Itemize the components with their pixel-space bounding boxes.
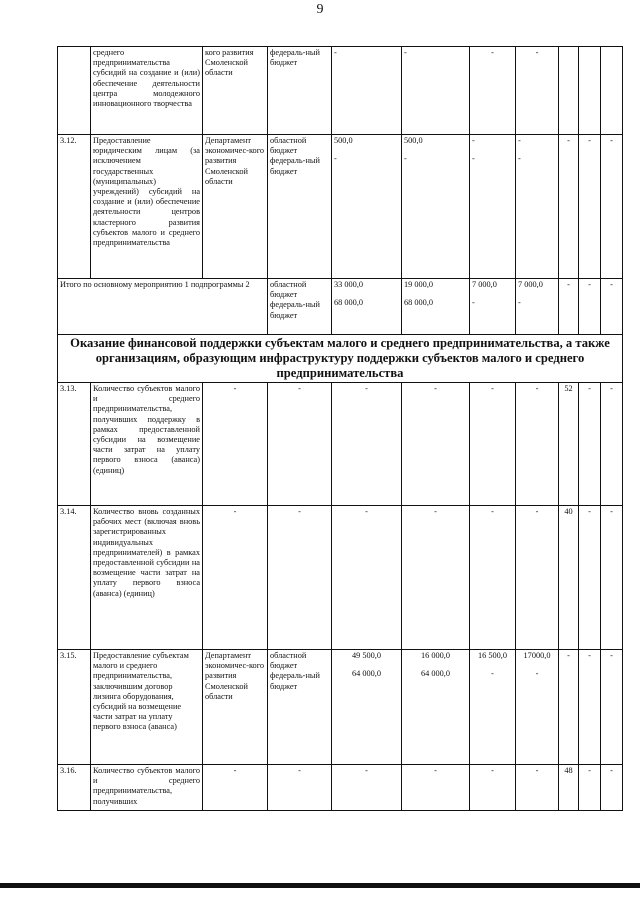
cell-result2: - (579, 506, 601, 650)
cell-result1: - (559, 135, 579, 279)
cell-total: - (332, 765, 402, 811)
cell-year3: - (516, 506, 559, 650)
cell-description: Количество субъектов малого и среднего предпринимательства, получивших поддержку в рамках предоставленной субсидии на возмещение части затрат на уплату первого взноса (аванса) (единиц) (91, 383, 203, 506)
cell-result3: - (601, 765, 623, 811)
table-row-3-16 (58, 765, 623, 811)
source-federal: федераль-ный бюджет (270, 671, 320, 691)
cell-source (268, 279, 332, 335)
cell-total: - (332, 383, 402, 506)
year3-regional: 17000,0 (523, 651, 551, 660)
cell-year3 (516, 650, 559, 765)
bottom-rule (0, 883, 640, 888)
cell-year1 (402, 135, 470, 279)
cell-year1: - (402, 47, 470, 135)
cell-source: - (268, 383, 332, 506)
cell-year3 (516, 279, 559, 335)
cell-total-label: Итого по основному мероприятию 1 подпрограммы 2 (58, 279, 268, 335)
cell-year1: - (402, 765, 470, 811)
table-row-3-13 (58, 383, 623, 506)
cell-executor: кого развития Смоленской области (203, 47, 268, 135)
table-row-total (58, 279, 623, 335)
year2-federal: - (472, 298, 475, 308)
table-row-3-12 (58, 135, 623, 279)
total-federal: 68 000,0 (334, 298, 364, 308)
cell-year2: - (470, 506, 516, 650)
table-row-3-14 (58, 506, 623, 650)
section-title: Оказание финансовой поддержки субъектам малого и среднего предпринимательства, а также организациям, образующим инфраструктуру поддержки субъектов малого и среднего предпринимательства (58, 335, 623, 383)
cell-total: - (332, 47, 402, 135)
cell-year2: - (470, 765, 516, 811)
source-regional: областной бюджет (270, 280, 307, 300)
year1-regional: 16 000,0 (420, 651, 451, 660)
cell-result1: - (559, 279, 579, 335)
source-regional: областной бюджет (270, 136, 307, 156)
total-federal: 64 000,0 (351, 669, 382, 679)
cell-year3: - (516, 47, 559, 135)
year1-regional: 19 000,0 (404, 280, 434, 289)
cell-result1 (559, 47, 579, 135)
cell-year2 (470, 650, 516, 765)
total-federal: - (334, 154, 337, 164)
year3-federal: - (535, 669, 539, 679)
cell-executor: - (203, 765, 268, 811)
total-regional: 33 000,0 (334, 280, 364, 289)
cell-result3: - (601, 383, 623, 506)
page-number: 9 (316, 2, 324, 17)
year3-regional: 7 000,0 (518, 280, 543, 289)
cell-source: - (268, 506, 332, 650)
cell-result3: - (601, 135, 623, 279)
cell-source: федераль-ный бюджет (268, 47, 332, 135)
cell-year2: - (470, 47, 516, 135)
cell-executor: Департамент экономичес-кого развития Смоленской области (203, 650, 268, 765)
cell-result1: - (559, 650, 579, 765)
cell-year2: - (470, 383, 516, 506)
cell-result3: - (601, 279, 623, 335)
cell-num (58, 47, 91, 135)
year1-regional: 500,0 (404, 136, 423, 145)
cell-source: - (268, 765, 332, 811)
cell-total (332, 135, 402, 279)
cell-result1: 48 (559, 765, 579, 811)
year2-regional: 7 000,0 (472, 280, 497, 289)
cell-num: 3.15. (58, 650, 91, 765)
cell-result2: - (579, 383, 601, 506)
cell-description: Предоставление субъектам малого и среднего предпринимательства, заключившим договор лизинга оборудования, субсидий на возмещение части затрат на уплату первого взноса (аванса) (91, 650, 203, 765)
cell-result2: - (579, 135, 601, 279)
cell-result2 (579, 47, 601, 135)
cell-description: среднего предпринимательства субсидий на создание и (или) обеспечение деятельности центра молодежного инновационного творчества (91, 47, 203, 135)
cell-description: Предоставление юридическим лицам (за исключением государственных (муниципальных) учреждений) субсидий на создание и (или) обеспечение деятельности центров кластерного развития субъектов малого и среднего предпринимательства (91, 135, 203, 279)
cell-source (268, 135, 332, 279)
cell-description: Количество вновь созданных рабочих мест (включая вновь зарегистрированных индивидуальных предпринимателей) в рамках предоставленной субсидии на возмещение части затрат на уплату первого взноса (аванса) (единиц) (91, 506, 203, 650)
year3-federal: - (518, 154, 521, 164)
year1-federal: 64 000,0 (420, 669, 451, 679)
cell-total (332, 279, 402, 335)
cell-result2: - (579, 279, 601, 335)
cell-num: 3.14. (58, 506, 91, 650)
year3-regional: - (518, 136, 521, 145)
cell-executor: Департамент экономичес-кого развития Смоленской области (203, 135, 268, 279)
cell-source (268, 650, 332, 765)
year2-federal: - (491, 669, 494, 679)
cell-description: Количество субъектов малого и среднего предпринимательства, получивших (91, 765, 203, 811)
cell-year1: - (402, 506, 470, 650)
program-table (57, 46, 623, 811)
cell-executor: - (203, 383, 268, 506)
cell-result2: - (579, 765, 601, 811)
cell-result3 (601, 47, 623, 135)
total-regional: 500,0 (334, 136, 353, 145)
cell-year3 (516, 135, 559, 279)
cell-year3: - (516, 765, 559, 811)
cell-result2: - (579, 650, 601, 765)
year1-federal: - (404, 154, 407, 164)
cell-year2 (470, 279, 516, 335)
source-federal: федераль-ный бюджет (270, 156, 320, 176)
cell-year3: - (516, 383, 559, 506)
cell-year1 (402, 279, 470, 335)
cell-result3: - (601, 650, 623, 765)
cell-year1: - (402, 383, 470, 506)
cell-num: 3.16. (58, 765, 91, 811)
cell-result3: - (601, 506, 623, 650)
year2-regional: - (472, 136, 475, 145)
year3-federal: - (518, 298, 521, 308)
cell-executor: - (203, 506, 268, 650)
total-regional: 49 500,0 (351, 651, 382, 660)
table-row-3-15 (58, 650, 623, 765)
source-federal: федераль-ный бюджет (270, 300, 320, 320)
cell-year2 (470, 135, 516, 279)
cell-result1: 40 (559, 506, 579, 650)
cell-total: - (332, 506, 402, 650)
source-regional: областной бюджет (270, 651, 307, 671)
year2-regional: 16 500,0 (477, 651, 508, 660)
table-row-continuation (58, 47, 623, 135)
year2-federal: - (472, 154, 475, 164)
section-heading-row (58, 335, 623, 383)
cell-num: 3.13. (58, 383, 91, 506)
cell-year1 (402, 650, 470, 765)
cell-total (332, 650, 402, 765)
year1-federal: 68 000,0 (404, 298, 434, 308)
cell-num: 3.12. (58, 135, 91, 279)
cell-result1: 52 (559, 383, 579, 506)
